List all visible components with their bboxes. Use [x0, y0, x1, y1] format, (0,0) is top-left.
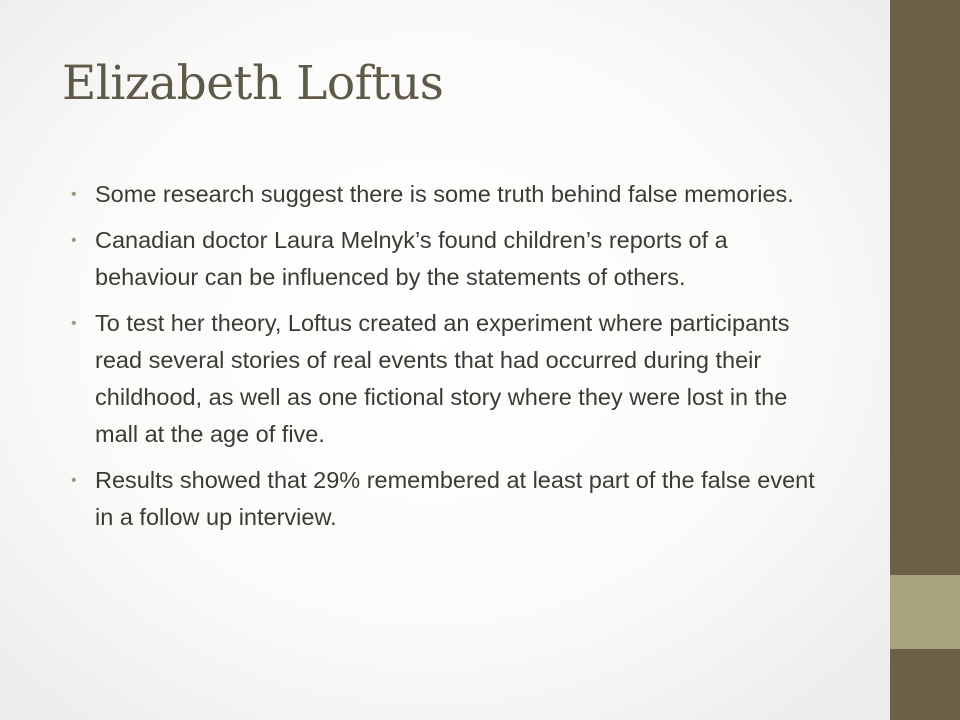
bullet-dot-icon: • — [71, 472, 77, 489]
bullet-dot-icon: • — [71, 315, 77, 332]
bullet-dot-icon: • — [71, 186, 77, 203]
bullet-item — [71, 462, 831, 536]
bullet-item — [71, 176, 831, 213]
slide-title: Elizabeth Loftus — [62, 56, 444, 111]
bullet-text: To test her theory, Loftus created an experiment where participants read several stories of real events that had occurred during their childhood, as well as one fictional story where they were lost in the mall at the age of five. — [95, 310, 790, 447]
sidebar-accent-block — [890, 575, 960, 649]
bullet-list — [71, 176, 831, 545]
bullet-item — [71, 305, 831, 453]
bullet-item — [71, 222, 831, 296]
bullet-dot-icon: • — [71, 232, 77, 249]
bullet-text: Canadian doctor Laura Melnyk’s found children’s reports of a behaviour can be influenced by the statements of others. — [95, 227, 728, 290]
bullet-text: Some research suggest there is some truth behind false memories. — [95, 181, 794, 207]
bullet-text: Results showed that 29% remembered at least part of the false event in a follow up interview. — [95, 467, 815, 530]
